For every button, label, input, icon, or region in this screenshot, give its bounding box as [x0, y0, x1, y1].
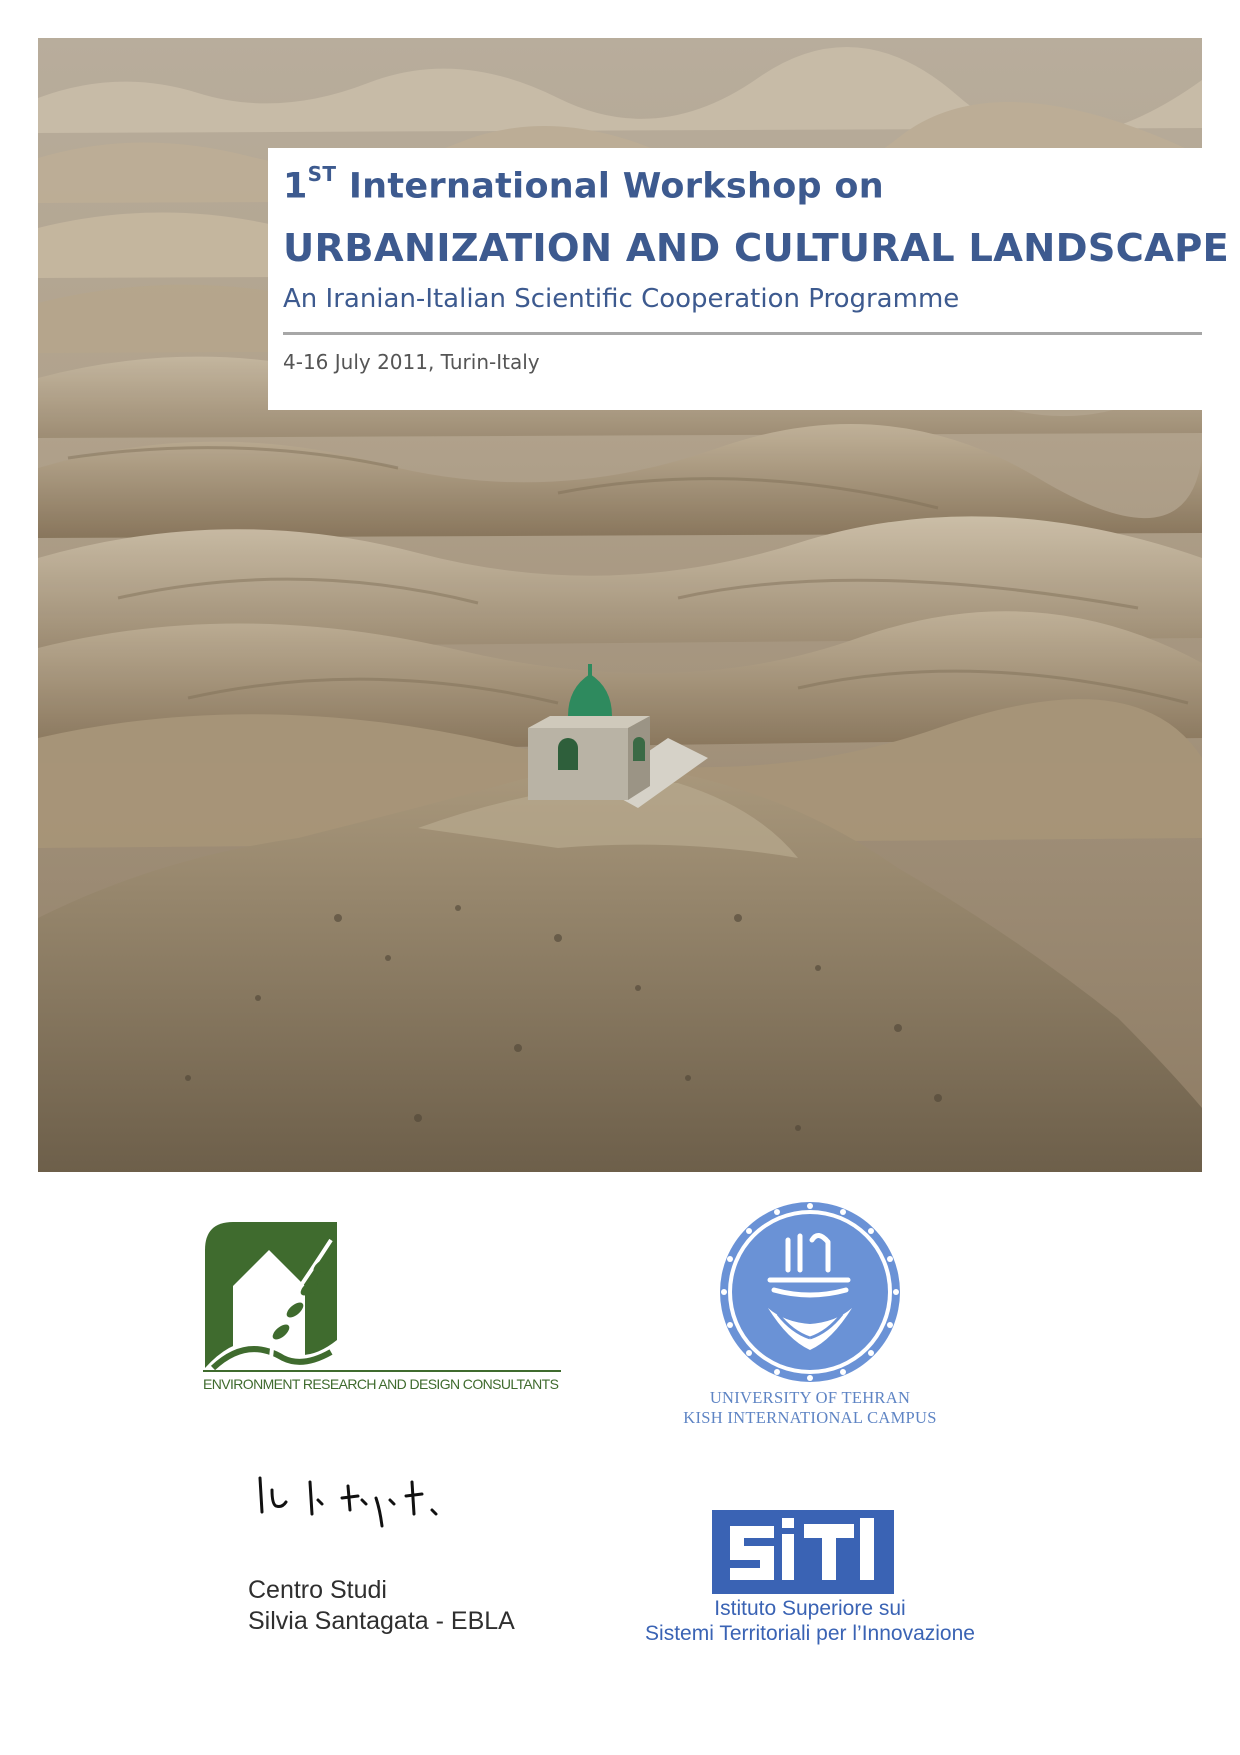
workshop-subtitle: An Iranian-Italian Scientific Cooperation Programme: [283, 284, 960, 314]
tehran-caption: [640, 1388, 980, 1428]
siti-caption: [600, 1596, 1020, 1646]
erdc-logo: [203, 1222, 563, 1372]
ebla-caption: [248, 1575, 515, 1637]
ebla-caption-line1: Centro Studi: [248, 1576, 387, 1604]
ebla-caption-line2: Silvia Santagata - EBLA: [248, 1607, 515, 1635]
ebla-signature-logo: [252, 1470, 472, 1542]
tehran-caption-line1: UNIVERSITY OF TEHRAN: [709, 1388, 911, 1407]
title-box: [268, 148, 1230, 410]
workshop-title-line2: URBANIZATION AND CULTURAL LANDSCAPE: [283, 226, 1230, 271]
siti-caption-line1: Istituto Superiore sui: [714, 1597, 906, 1620]
title-ordinal-suffix: ST: [307, 162, 337, 186]
title-divider: [283, 332, 1202, 335]
title-line1-text: International Workshop on: [348, 166, 884, 207]
erdc-caption: ENVIRONMENT RESEARCH AND DESIGN CONSULTANTS: [203, 1376, 559, 1392]
siti-caption-line2: Sistemi Territoriali per l’Innovazione: [645, 1622, 975, 1645]
workshop-title-line1: [283, 162, 884, 207]
tehran-caption-line2: KISH INTERNATIONAL CAMPUS: [683, 1408, 937, 1427]
university-of-tehran-logo: [718, 1200, 902, 1384]
workshop-dates-location: 4-16 July 2011, Turin-Italy: [283, 350, 540, 374]
siti-logo: [712, 1510, 894, 1594]
title-ordinal: 1: [283, 166, 308, 207]
